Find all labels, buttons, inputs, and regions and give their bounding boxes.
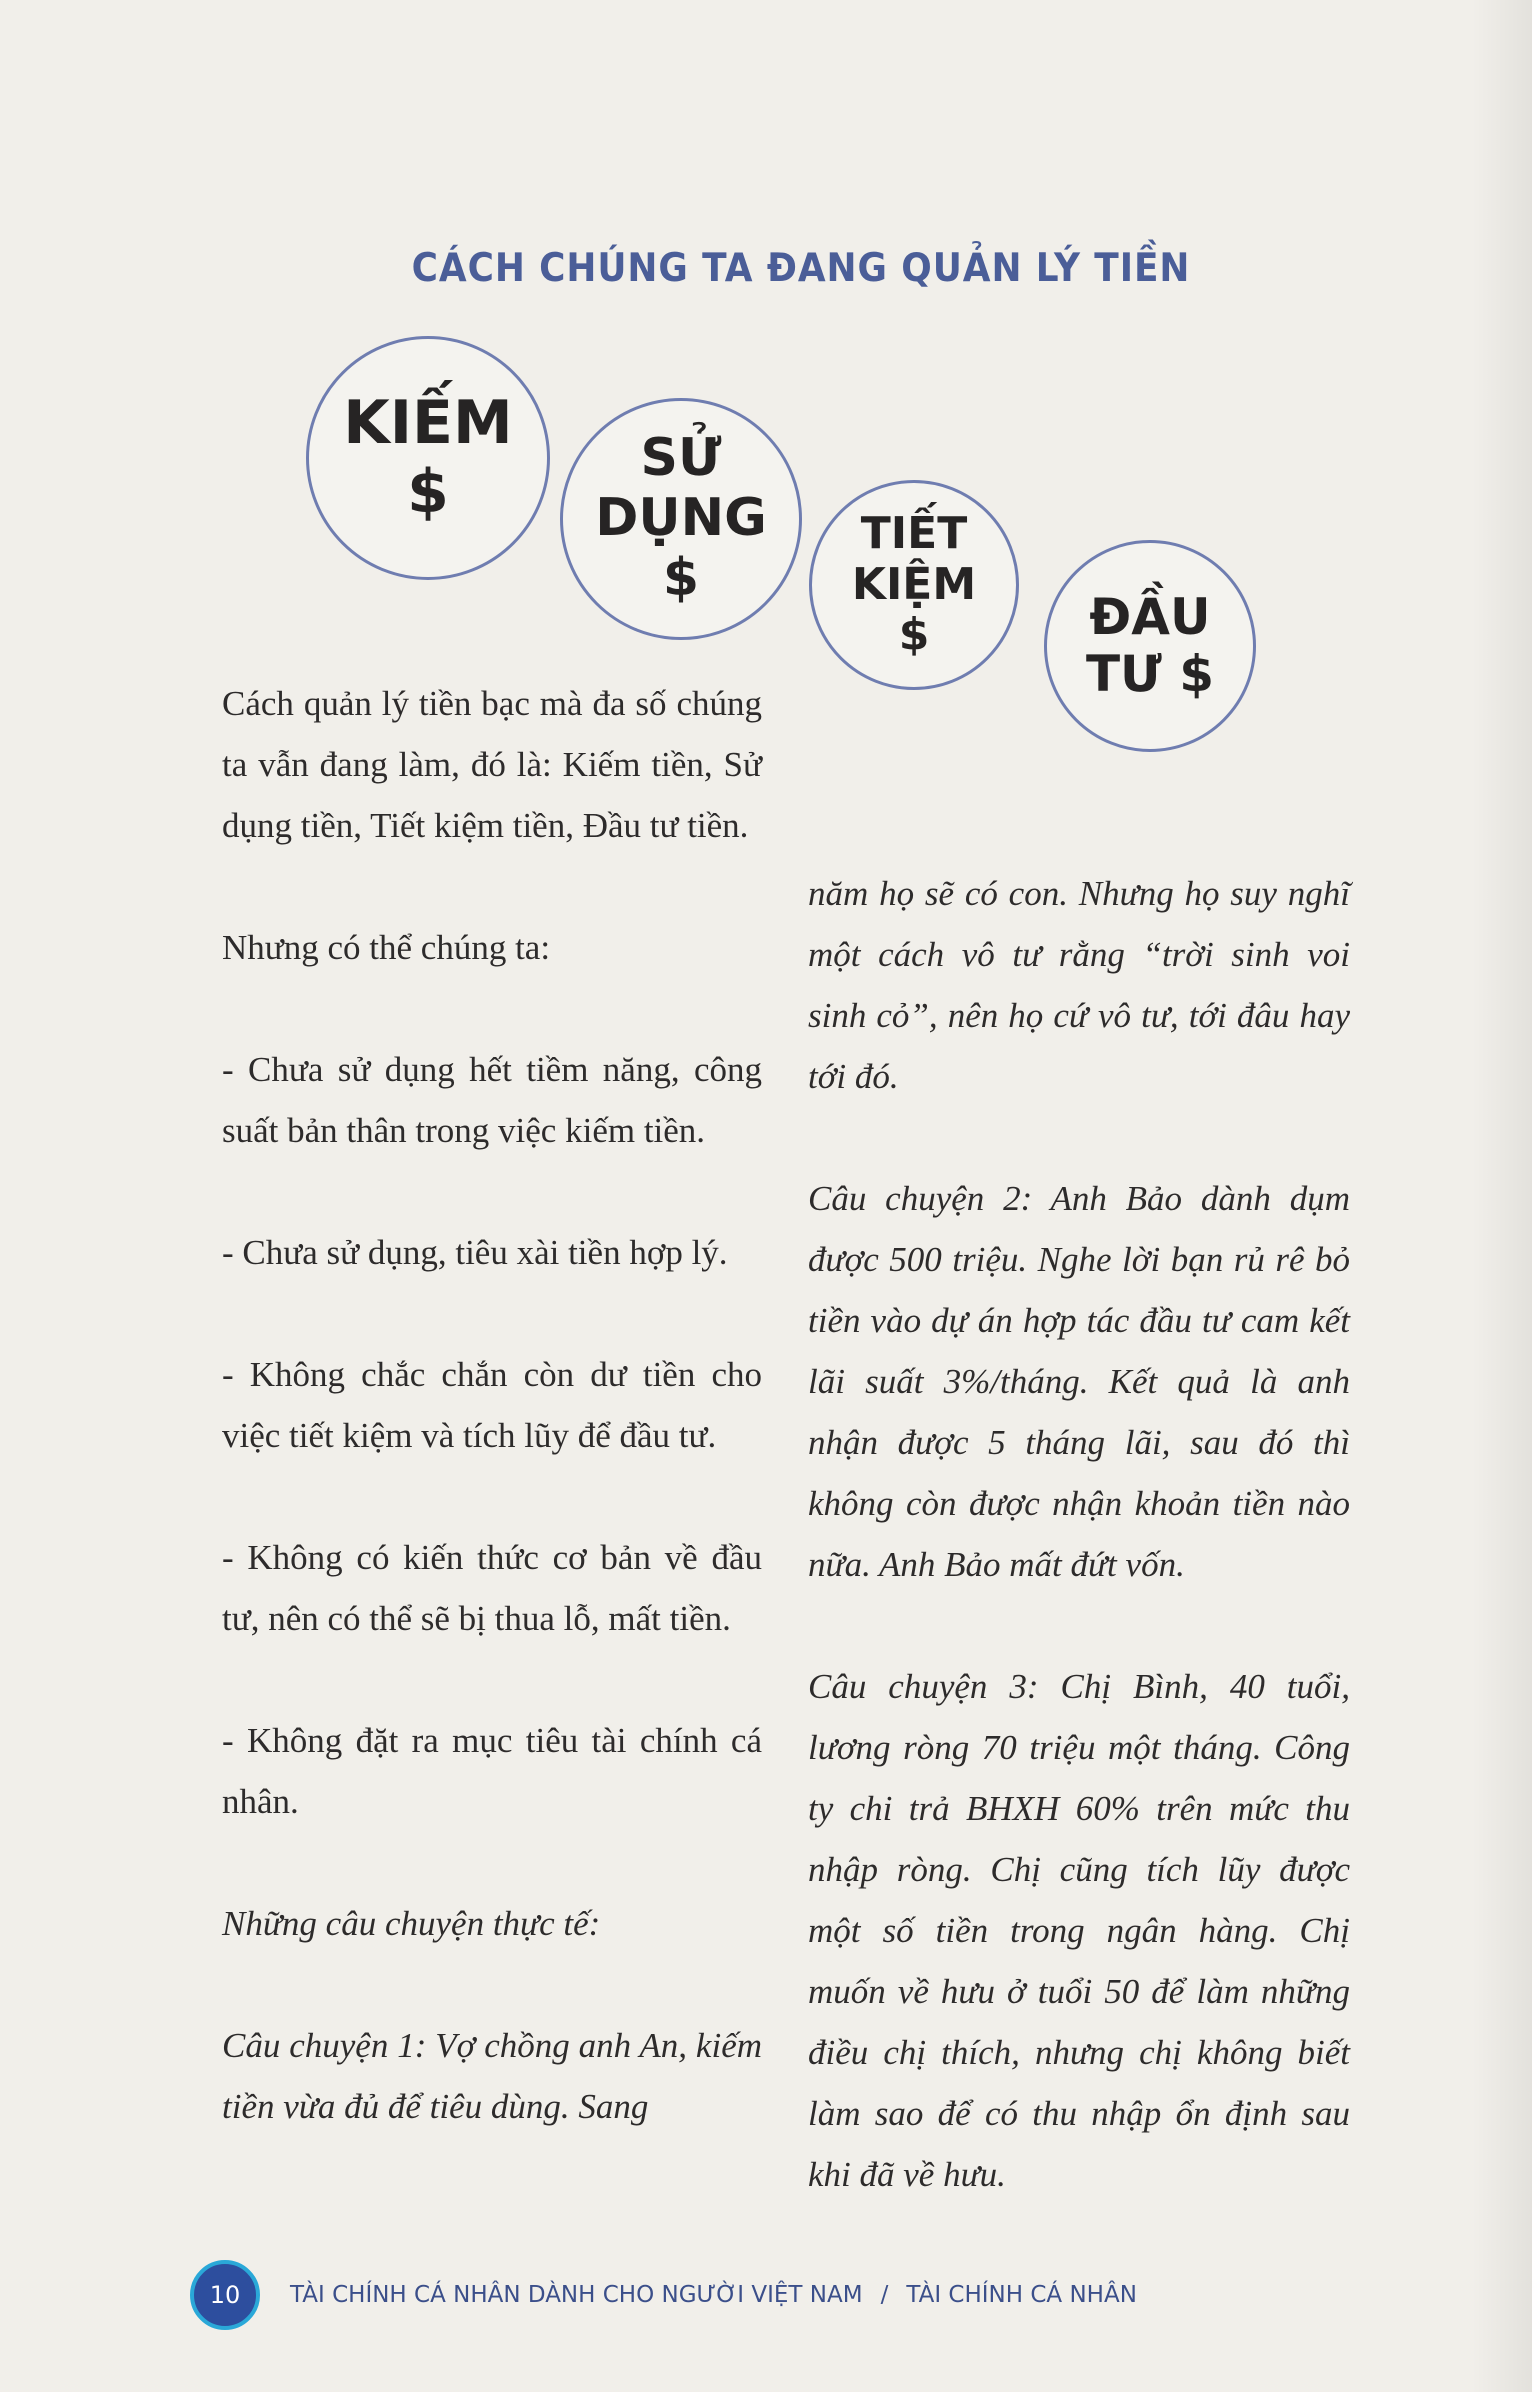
page-footer bbox=[190, 2262, 1137, 2328]
page-heading: CÁCH CHÚNG TA ĐANG QUẢN LÝ TIỀN bbox=[411, 246, 1191, 291]
bullet-item: - Chưa sử dụng, tiêu xài tiền hợp lý. bbox=[222, 1233, 728, 1272]
circle-dau-tu-line-1: ĐẦU bbox=[1089, 587, 1211, 646]
page-number-badge bbox=[190, 2260, 260, 2330]
circle-su-dung bbox=[560, 398, 802, 640]
circle-su-dung-line-1: SỬ bbox=[640, 428, 722, 489]
circle-dau-tu-line-2: TƯ $ bbox=[1085, 645, 1215, 703]
circle-tiet-kiem-line-2: KIỆM bbox=[851, 558, 977, 610]
intro-paragraph: Cách quản lý tiền bạc mà đa số chúng ta vẫn đang làm, đó là: Kiếm tiền, Sử dụng tiền, Tiết kiệm tiền, Đầu tư tiền. bbox=[222, 684, 762, 845]
story-2: Câu chuyện 2: Anh Bảo dành dụm được 500 triệu. Nghe lời bạn rủ rê bỏ tiền vào dự án hợp tác đầu tư cam kết lãi suất 3%/tháng. Kết quả là anh nhận được 5 tháng lãi, sau đó thì không còn được nhận khoản tiền nào nữa. Anh Bảo mất đứt vốn. bbox=[808, 1179, 1350, 1584]
bullet-item: - Không đặt ra mục tiêu tài chính cá nhân. bbox=[222, 1721, 762, 1821]
story-3: Câu chuyện 3: Chị Bình, 40 tuổi, lương ròng 70 triệu một tháng. Công ty chi trả BHXH 60% trên mức thu nhập ròng. Chị cũng tích lũy được một số tiền trong ngân hàng. Chị muốn về hưu ở tuổi 50 để làm những điều chị thích, nhưng chị không biết làm sao để có thu nhập ổn định sau khi đã về hưu. bbox=[808, 1667, 1350, 2194]
story-1-start: Câu chuyện 1: Vợ chồng anh An, kiếm tiền vừa đủ để tiêu dùng. Sang bbox=[222, 2026, 762, 2126]
bullet-item: - Không có kiến thức cơ bản về đầu tư, nên có thể sẽ bị thua lỗ, mất tiền. bbox=[222, 1538, 762, 1638]
circle-tiet-kiem-line-3: $ bbox=[898, 609, 930, 661]
footer-separator: / bbox=[880, 2282, 889, 2308]
circle-su-dung-line-3: $ bbox=[662, 547, 700, 608]
bullet-item: - Chưa sử dụng hết tiềm năng, công suất bản thân trong việc kiếm tiền. bbox=[222, 1050, 762, 1150]
left-column bbox=[222, 673, 762, 2137]
circle-tiet-kiem bbox=[809, 480, 1019, 690]
story-1-end: năm họ sẽ có con. Nhưng họ suy nghĩ một cách vô tư rằng “trời sinh voi sinh cỏ”, nên họ cứ vô tư, tới đâu hay tới đó. bbox=[808, 874, 1350, 1096]
stories-heading: Những câu chuyện thực tế: bbox=[222, 1904, 601, 1943]
footer-book-title: TÀI CHÍNH CÁ NHÂN DÀNH CHO NGƯỜI VIỆT NAM bbox=[290, 2282, 863, 2308]
lead-paragraph: Nhưng có thể chúng ta: bbox=[222, 928, 551, 967]
bullet-item: - Không chắc chắn còn dư tiền cho việc tiết kiệm và tích lũy để đầu tư. bbox=[222, 1355, 762, 1455]
circle-kiem-line-1: KIẾM bbox=[343, 388, 513, 458]
circle-kiem-line-2: $ bbox=[407, 457, 449, 527]
circle-dau-tu bbox=[1044, 540, 1256, 752]
circle-kiem bbox=[306, 336, 550, 580]
circle-tiet-kiem-line-1: TIẾT bbox=[860, 508, 968, 560]
page-edge-shadow bbox=[1472, 0, 1532, 2392]
right-column bbox=[808, 863, 1350, 2205]
page-number: 10 bbox=[209, 2281, 241, 2309]
footer-section: TÀI CHÍNH CÁ NHÂN bbox=[906, 2282, 1137, 2308]
circle-su-dung-line-2: DỤNG bbox=[595, 488, 767, 549]
